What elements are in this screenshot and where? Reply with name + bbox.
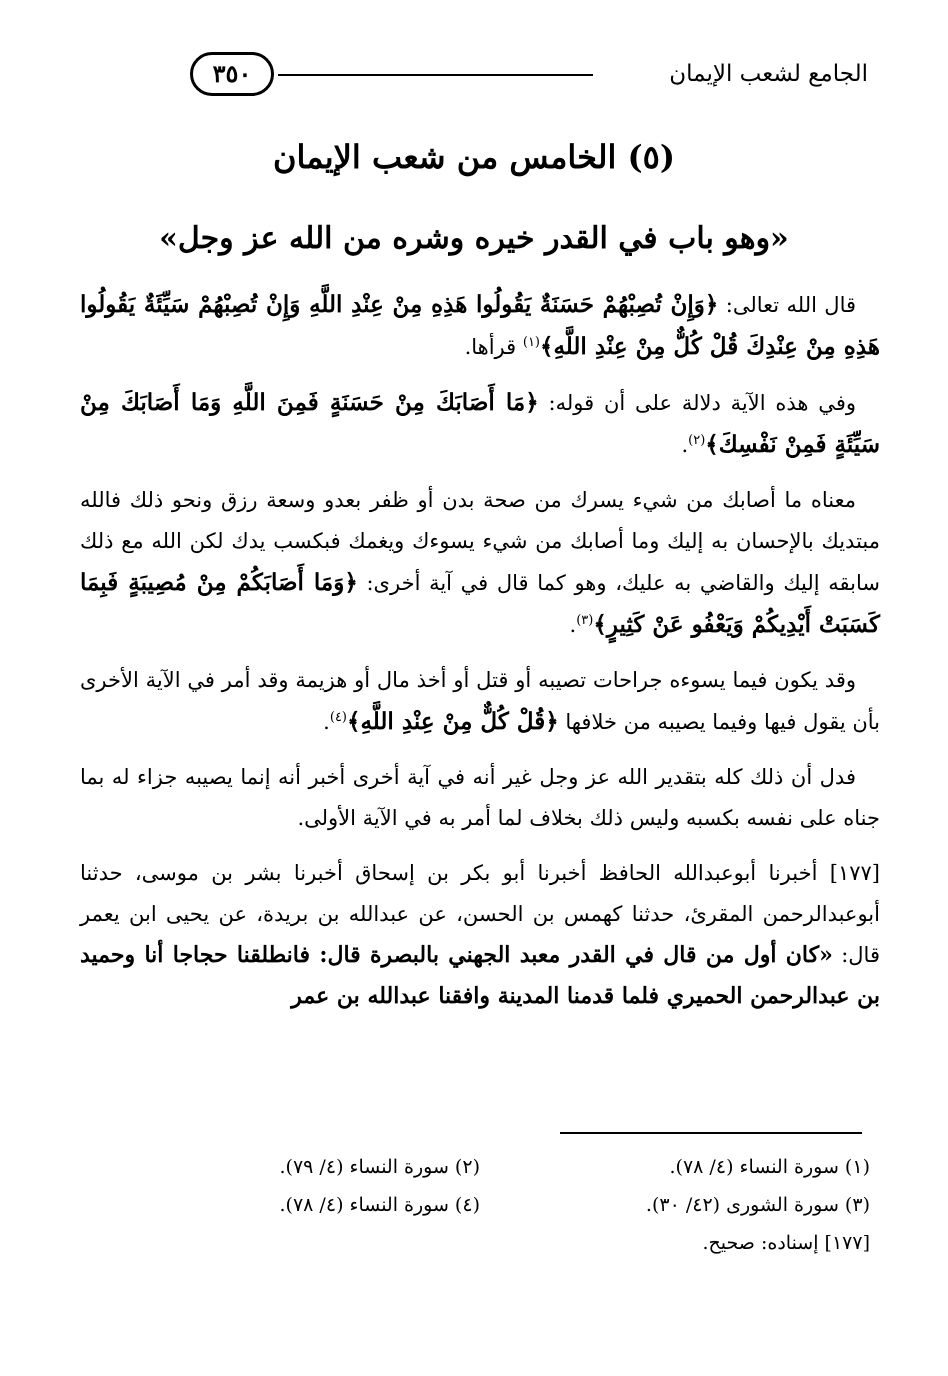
paragraph-text: معناه ما أصابك من شيء يسرك من صحة بدن أو ظفر بعدو وسعة رزق ونحو ذلك فالله مبتديك بالإحسان به إليك وما أصابك من شيء يسوءك ويغمك فبكسب يدك لكن الله مع ذلك سابقه إليك والقاضي به عليك، وهو كما قال في آية أخرى: [80, 488, 880, 595]
header-rule [278, 74, 593, 76]
paragraph-text: قال الله تعالى: [718, 293, 857, 317]
quran-verse: ﴿وَمَا أَصَابَكُمْ مِنْ مُصِيبَةٍ فَبِمَا كَسَبَتْ أَيْدِيكُمْ وَيَعْفُو عَنْ كَثِيرٍ﴾ [80, 569, 880, 638]
footnote-row [80, 1148, 880, 1186]
chapter-subtitle: «وهو باب في القدر خيره وشره من الله عز وجل» [159, 221, 789, 256]
footnote: (٣) سورة الشورى (٤٢/ ٣٠). [645, 1194, 870, 1216]
page-number: ٣٥٠ [190, 52, 274, 96]
paragraph [80, 660, 880, 743]
paragraph-text: . [569, 613, 577, 637]
footnote: (١) سورة النساء (٤/ ٧٨). [669, 1156, 870, 1178]
running-title: الجامع لشعب الإيمان [669, 61, 868, 87]
body-text [80, 284, 880, 1031]
hadith-paragraph [80, 853, 880, 1017]
chapter-title: (٥) الخامس من شعب الإيمان [273, 138, 675, 176]
footnote-row [80, 1224, 880, 1262]
paragraph [80, 480, 880, 646]
paragraph [80, 382, 880, 466]
paragraph-text: فدل أن ذلك كله بتقدير الله عز وجل غير أنه في آية أخرى أخبر أنه إنما يصيبه جزاء له بما جناه على نفسه بكسبه وليس ذلك بخلاف لما أمر به في الآية الأولى. [80, 765, 880, 830]
paragraph-text: . [681, 433, 689, 457]
footnote: (٢) سورة النساء (٤/ ٧٩). [279, 1156, 480, 1178]
paragraph-text: وفي هذه الآية دلالة على أن قوله: [538, 391, 856, 415]
footnote: [١٧٧] إسناده: صحيح. [702, 1232, 870, 1254]
hadith-text: «كان أول من قال في القدر معبد الجهني بالبصرة قال: فانطلقنا حجاجا أنا وحميد بن عبدالرحمن الحميري فلما قدمنا المدينة وافقنا عبدالله بن عمر [80, 942, 880, 1009]
quran-verse: ﴿وَإِنْ تُصِبْهُمْ حَسَنَةٌ يَقُولُوا هَذِهِ مِنْ عِنْدِ اللَّهِ وَإِنْ تُصِبْهُمْ سَيِّئَةٌ يَقُولُوا هَذِهِ مِنْ عِنْدِكَ قُلْ كُلٌّ مِنْ عِنْدِ اللَّهِ﴾ [80, 291, 880, 360]
footnote-reference: (١) [522, 335, 540, 350]
paragraph-text: قرأها. [464, 335, 523, 359]
paragraph-text: وقد يكون فيما يسوءه جراحات تصيبه أو قتل أو أخذ مال أو هزيمة وقد أمر في الآية الأخرى بأن يقول فيها وفيما يصيبه من خلافها [80, 668, 880, 734]
paragraph [80, 284, 880, 368]
footnote-reference: (٢) [688, 433, 706, 448]
footnote-reference: (٤) [329, 710, 347, 725]
footnote-reference: (٣) [576, 613, 594, 628]
quran-verse: ﴿قُلْ كُلٌّ مِنْ عِنْدِ اللَّهِ﴾ [347, 708, 559, 735]
hadith-chain: أخبرنا أبوعبدالله الحافظ أخبرنا أبو بكر بن إسحاق أخبرنا بشر بن موسى، حدثنا أبوعبدالرحمن المقرئ، حدثنا كهمس بن الحسن، عن عبدالله بن بريدة، عن يحيى ابن يعمر قال: [80, 861, 880, 967]
footnote-rule [560, 1132, 862, 1134]
hadith-number: [١٧٧] [829, 861, 880, 885]
paragraph [80, 757, 880, 839]
quran-verse: ﴿مَا أَصَابَكَ مِنْ حَسَنَةٍ فَمِنَ اللَّهِ وَمَا أَصَابَكَ مِنْ سَيِّئَةٍ فَمِنْ نَفْسِكَ﴾ [80, 389, 880, 458]
paragraph-text: . [323, 710, 330, 734]
footnotes [80, 1148, 880, 1262]
footnote-row [80, 1186, 880, 1224]
footnote: (٤) سورة النساء (٤/ ٧٨). [279, 1194, 480, 1216]
